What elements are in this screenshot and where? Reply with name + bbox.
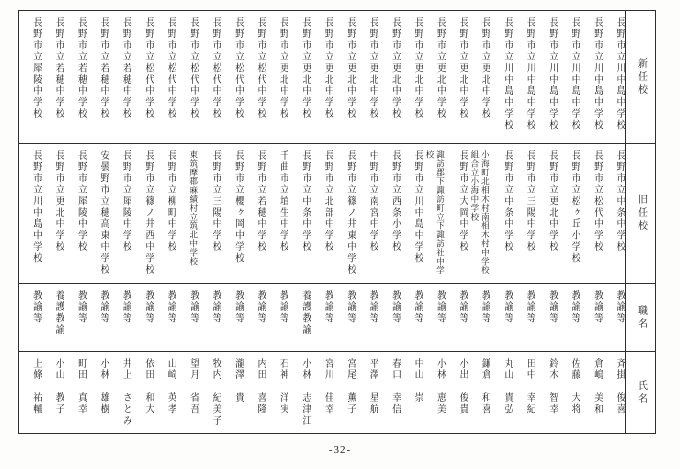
cell-old-school: 長野市立松ヶ丘小学校 [569, 150, 581, 264]
cell-old-school: 長野市立松代中学校 [591, 150, 603, 253]
cell-name: 石神 洋実 [277, 358, 289, 415]
name-strip [19, 352, 625, 433]
cell-old-school: 長野市立犀陵中学校 [120, 150, 132, 253]
cell-title: 教諭等 [614, 290, 625, 325]
cell-new-school: 長野市立松代中学校 [187, 17, 199, 120]
cell-title: 養護教諭 [299, 290, 311, 336]
cell-name: 山崎 英孝 [165, 358, 177, 415]
cell-title: 教諭等 [187, 290, 199, 325]
cell-new-school: 長野市立更北中学校 [479, 17, 491, 120]
cell-old-school: 長野市立西条小学校 [389, 150, 401, 253]
cell-name: 牧内 紀美子 [210, 358, 222, 427]
row-old-school [19, 143, 625, 283]
row-new-school [19, 11, 625, 143]
cell-name: 町田 真幸 [75, 358, 87, 415]
cell-title: 教諭等 [591, 290, 603, 325]
cell-title: 教諭等 [142, 290, 154, 325]
cell-old-school: 長野市立若穂中学校 [255, 150, 266, 253]
cell-old-school: 長野市立中条中学校 [299, 150, 311, 253]
cell-title: 教諭等 [75, 290, 87, 325]
cell-name: 依田 和大 [142, 358, 154, 415]
cell-name: 鎌倉 和喜 [479, 358, 491, 415]
cell-old-school: 長野市立大岡中学校 [456, 150, 468, 253]
cell-old-school: 東筑摩郡麻績村立筑北中学校 [188, 150, 199, 266]
cell-old-school: 中野市立南宮中学校 [367, 150, 379, 253]
cell-new-school: 長野市立松代中学校 [232, 17, 244, 120]
cell-title: 教諭等 [97, 290, 109, 325]
transfer-table [18, 10, 656, 434]
cell-old-school: 諏訪郡下諏訪町立下諏訪社中学校 [425, 150, 446, 275]
cell-new-school: 長野市立更北中学校 [367, 17, 379, 120]
cell-new-school: 長野市立更北中学校 [299, 17, 311, 120]
title-strip [19, 284, 625, 351]
cell-name: 井上 さとみ [120, 358, 132, 427]
row-header-label: 旧任校 [635, 194, 647, 233]
cell-name: 倉嶋 美和 [591, 358, 603, 415]
row-header-label: 新任校 [635, 57, 647, 97]
row-header-title [625, 283, 655, 351]
cell-old-school: 安曇野市立穂高東中学校 [97, 150, 109, 276]
cell-name: 春口 幸信 [389, 358, 401, 415]
cell-new-school: 長野市立犀陵中学校 [30, 17, 42, 120]
cell-title: 教諭等 [479, 290, 491, 325]
cell-name: 鈴木 智幸 [546, 358, 558, 415]
cell-name: 小出 俊貴 [456, 358, 468, 415]
cell-old-school: 長野市立櫻ヶ岡中学校 [232, 150, 244, 264]
cell-name: 小林 恵美 [434, 358, 446, 415]
cell-title: 教諭等 [322, 290, 334, 325]
cell-name: 丸山 貴弘 [501, 358, 513, 415]
cell-title: 教諭等 [210, 290, 222, 325]
row-name [19, 351, 625, 433]
cell-new-school: 長野市立川中島中学校 [591, 17, 603, 131]
cell-new-school: 長野市立川中島中学校 [501, 17, 513, 131]
cell-old-school: 長野市立川中島中学校 [412, 150, 424, 264]
cell-title: 教諭等 [412, 290, 424, 325]
row-title [19, 283, 625, 351]
cell-title: 養護教諭 [53, 290, 65, 336]
cell-new-school: 長野市立松代中学校 [255, 17, 266, 120]
cell-new-school: 長野市立松代中学校 [210, 17, 222, 120]
cell-new-school: 長野市立更北中学校 [322, 17, 334, 120]
cell-title: 教諭等 [546, 290, 558, 325]
cell-name: 小林 雄樹 [97, 358, 109, 415]
cell-name: 望月 省吾 [187, 358, 199, 415]
cell-new-school: 長野市立川中島中学校 [546, 17, 558, 131]
cell-old-school: 小海町北相木村南相木村中学校組合立小海中学校 [469, 150, 491, 275]
cell-name: 宮川 佳幸 [322, 358, 334, 415]
cell-old-school: 長野市立犀陵中学校 [75, 150, 87, 253]
cell-name: 上條 祐輔 [30, 358, 42, 415]
cell-new-school: 長野市立川中島中学校 [524, 17, 536, 131]
cell-title: 教諭等 [277, 290, 289, 325]
cell-old-school: 長野市立北部中学校 [322, 150, 334, 253]
cell-title: 教諭等 [120, 290, 132, 325]
cell-title: 教諭等 [30, 290, 42, 325]
row-header-new-school [625, 11, 655, 143]
cell-new-school: 長野市立更北中学校 [389, 17, 401, 120]
cell-new-school: 長野市立若穂中学校 [120, 17, 132, 120]
cell-old-school: 長野市立篠ノ井東中学校 [344, 150, 356, 276]
cell-old-school: 長野市立更北中学校 [53, 150, 65, 253]
cell-name: 小林 志津江 [299, 358, 311, 427]
cell-new-school: 長野市立更北中学校 [456, 17, 468, 120]
cell-title: 教諭等 [165, 290, 177, 325]
cell-title: 教諭等 [255, 290, 266, 325]
cell-new-school: 長野市立松代中学校 [165, 17, 177, 120]
cell-name: 斉掛 俊喜 [614, 358, 625, 415]
old-school-strip [19, 144, 625, 283]
cell-old-school: 長野市立更北中学校 [546, 150, 558, 253]
cell-new-school: 長野市立更北中学校 [412, 17, 424, 120]
cell-title: 教諭等 [456, 290, 468, 325]
cell-old-school: 長野市立柳町中学校 [165, 150, 177, 253]
cell-name: 田中 幸紀 [524, 358, 536, 415]
cell-new-school: 長野市立更北中学校 [277, 17, 289, 120]
cell-name: 宮尾 薫子 [344, 358, 356, 415]
cell-name: 内田 喜隆 [255, 358, 266, 415]
cell-old-school: 千曲市立埴生中学校 [277, 150, 289, 253]
cell-title: 教諭等 [344, 290, 356, 325]
page-number: -32- [328, 444, 352, 456]
cell-title: 教諭等 [434, 290, 446, 325]
cell-name: 小山 教子 [53, 358, 65, 415]
cell-title: 教諭等 [367, 290, 379, 325]
cell-new-school: 長野市立松代中学校 [142, 17, 154, 120]
cell-title: 教諭等 [569, 290, 581, 325]
cell-new-school: 長野市立川中島中学校 [569, 17, 581, 131]
row-header-old-school [625, 143, 655, 283]
row-header-label: 氏名 [635, 379, 647, 406]
cell-old-school: 長野市立三陽中学校 [210, 150, 222, 253]
cell-name: 佐藤 大将 [569, 358, 581, 415]
row-header-label: 職名 [635, 304, 647, 331]
cell-title: 教諭等 [524, 290, 536, 325]
cell-old-school: 長野市立川中島中学校 [30, 150, 42, 264]
cell-new-school: 長野市立更北中学校 [434, 17, 446, 120]
cell-name: 中山 崇 [412, 358, 424, 404]
cell-old-school: 長野市立中条中学校 [501, 150, 513, 253]
cell-new-school: 長野市立若穂中学校 [53, 17, 65, 120]
cell-title: 教諭等 [501, 290, 513, 325]
cell-name: 平澤 星航 [367, 358, 379, 415]
cell-new-school: 長野市立更北中学校 [344, 17, 356, 120]
cell-title: 教諭等 [232, 290, 244, 325]
cell-old-school: 長野市立篠ノ井西中学校 [142, 150, 154, 276]
cell-title: 教諭等 [389, 290, 401, 325]
cell-new-school: 長野市立川中島中学校 [614, 17, 625, 131]
cell-old-school: 長野市立三陽中学校 [524, 150, 536, 253]
new-school-strip [19, 11, 625, 143]
cell-new-school: 長野市立若穂中学校 [75, 17, 87, 120]
cell-old-school: 長野市立中条中学校 [614, 150, 625, 253]
row-header-name [625, 351, 655, 433]
cell-new-school: 長野市立若穂中学校 [97, 17, 109, 120]
cell-name: 瀧澤 貴 [232, 358, 244, 404]
